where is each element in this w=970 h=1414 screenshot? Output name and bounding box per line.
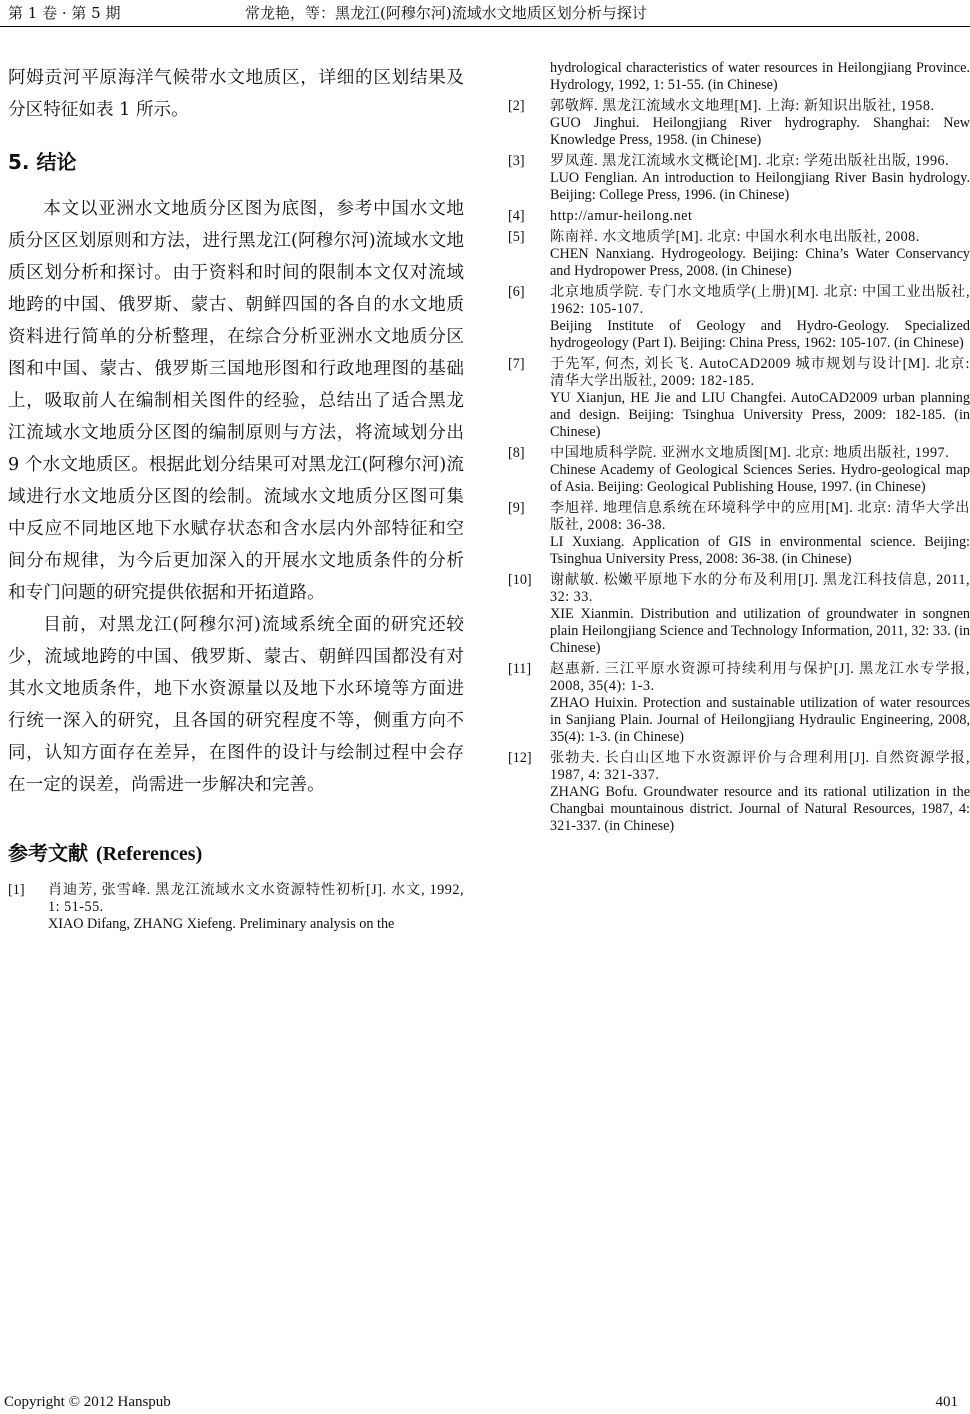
reference-cn: 罗凤莲. 黑龙江流域水文概论[M]. 北京: 学苑出版社出版, 1996.	[550, 153, 950, 169]
page-number: 401	[935, 1394, 958, 1410]
reference-en: XIAO Difang, ZHANG Xiefeng. Preliminary analysis on the	[48, 916, 395, 932]
reference-en: YU Xianjun, HE Jie and LIU Changfei. AutoCAD2009 urban planning and design. Beijing: Tsinghua University Press, 2009: 182-185. (in Chinese)	[550, 390, 970, 440]
reference-en: GUO Jinghui. Heilongjiang River hydrography. Shanghai: New Knowledge Press, 1958. (in Chinese)	[550, 115, 970, 148]
reference-cn: 张勃夫. 长白山区地下水资源评价与合理利用[J]. 自然资源学报, 1987, 4: 321-337.	[550, 750, 970, 783]
reference-item	[508, 572, 970, 657]
reference-item	[508, 750, 970, 835]
left-column	[8, 62, 464, 937]
reference-item	[508, 208, 970, 225]
reference-number: [12]	[508, 750, 532, 766]
reference-cn: 陈南祥. 水文地质学[M]. 北京: 中国水利水电出版社, 2008.	[550, 229, 920, 245]
reference-en-continued: hydrological characteristics of water resources in Heilongjiang Province. Hydrology, 1992, 1: 51-55. (in Chinese)	[550, 60, 970, 93]
reference-item	[508, 356, 970, 441]
reference-item	[508, 153, 970, 204]
reference-item	[508, 445, 970, 496]
reference-cn: 李旭祥. 地理信息系统在环境科学中的应用[M]. 北京: 清华大学出版社, 2008: 36-38.	[550, 500, 970, 533]
reference-number: [8]	[508, 445, 525, 461]
reference-item	[508, 284, 970, 352]
reference-item	[508, 661, 970, 746]
reference-number: [5]	[508, 229, 525, 245]
reference-continuation	[508, 60, 970, 94]
reference-number: [3]	[508, 153, 525, 169]
references-title-en: (References)	[96, 843, 203, 865]
reference-item	[508, 500, 970, 568]
reference-item	[8, 882, 464, 933]
reference-cn: 中国地质科学院. 亚洲水文地质图[M]. 北京: 地质出版社, 1997.	[550, 445, 950, 461]
right-column	[508, 60, 970, 839]
reference-number: [10]	[508, 572, 532, 588]
references-title	[8, 837, 464, 866]
reference-en: ZHAO Huixin. Protection and sustainable utilization of water resources in Sanjiang Plain. Journal of Heilongjiang Hydraulic Engineering, 2008, 35(4): 1-3. (in Chinese)	[550, 695, 970, 745]
reference-en: ZHANG Bofu. Groundwater resource and its rational utilization in the Changbai mountainous district. Journal of Natural Resources, 1987, 4: 321-337. (in Chinese)	[550, 784, 970, 834]
reference-cn: 谢献敏. 松嫩平原地下水的分布及利用[J]. 黑龙江科技信息, 2011, 32: 33.	[550, 572, 970, 605]
running-title: 常龙艳，等：黑龙江(阿穆尔河)流域水文地质区划分析与探讨	[245, 4, 647, 22]
reference-en: CHEN Nanxiang. Hydrogeology. Beijing: China’s Water Conservancy and Hydropower Press, 2008. (in Chinese)	[550, 246, 970, 279]
reference-cn: 赵惠新. 三江平原水资源可持续利用与保护[J]. 黑龙江水专学报, 2008, 35(4): 1-3.	[550, 661, 970, 694]
intro-paragraph: 阿姆贡河平原海洋气候带水文地质区，详细的区划结果及分区特征如表 1 所示。	[8, 68, 464, 120]
reference-cn: 北京地质学院. 专门水文地质学(上册)[M]. 北京: 中国工业出版社, 1962: 105-107.	[550, 284, 970, 317]
reference-number: [4]	[508, 208, 525, 224]
conclusion-paragraph-2: 目前，对黑龙江(阿穆尔河)流域系统全面的研究还较少，流域地跨的中国、俄罗斯、蒙古、朝鲜四国都没有对其水文地质条件，地下水资源量以及地下水环境等方面进行统一深入的研究，且各国的研究程度不等，侧重方向不同，认知方面存在差异，在图件的设计与绘制过程中会存在一定的误差，尚需进一步解决和完善。	[8, 615, 464, 795]
reference-number: [2]	[508, 98, 525, 114]
reference-cn: http://amur-heilong.net	[550, 208, 693, 224]
reference-cn: 郭敬辉. 黑龙江流域水文地理[M]. 上海: 新知识出版社, 1958.	[550, 98, 935, 114]
reference-cn: 肖迪芳, 张雪峰. 黑龙江流域水文水资源特性初析[J]. 水文, 1992, 1: 51-55.	[48, 882, 464, 915]
reference-number: [9]	[508, 500, 525, 516]
reference-number: [1]	[8, 882, 25, 898]
reference-en: LI Xuxiang. Application of GIS in environmental science. Beijing: Tsinghua University Press, 2008: 36-38. (in Chinese)	[550, 534, 970, 567]
reference-list	[508, 98, 970, 835]
running-header	[0, 0, 970, 27]
reference-number: [7]	[508, 356, 525, 372]
issue-label: 第 1 卷 · 第 5 期	[8, 4, 121, 22]
reference-en: Beijing Institute of Geology and Hydro-Geology. Specialized hydrogeology (Part I). Beijing: China Press, 1962: 105-107. (in Chinese)	[550, 318, 970, 351]
reference-number: [11]	[508, 661, 532, 677]
reference-number: [6]	[508, 284, 525, 300]
conclusion-paragraph-1: 本文以亚洲水文地质分区图为底图，参考中国水文地质分区区划原则和方法，进行黑龙江(阿穆尔河)流域水文地质区划分析和探讨。由于资料和时间的限制本文仅对流域地跨的中国、俄罗斯、蒙古、朝鲜四国的各自的水文地质资料进行简单的分析整理，在综合分析亚洲水文地质分区图和中国、蒙古、俄罗斯三国地形图和行政地理图的基础上，吸取前人在编制相关图件的经验，总结出了适合黑龙江流域水文地质分区图的编制原则与方法，将流域划分出 9 个水文地质区。根据此划分结果可对黑龙江(阿穆尔河)流域进行水文地质分区图的绘制。流域水文地质分区图可集中反应不同地区地下水赋存状态和含水层内外部特征和空间分布规律，为今后更加深入的开展水文地质条件的分析和专门问题的研究提供依据和开拓道路。	[8, 199, 464, 603]
reference-en: XIE Xianmin. Distribution and utilization of groundwater in songnen plain Heilongjiang Science and Technology Information, 2011, 32: 33. (in Chinese)	[550, 606, 970, 656]
reference-en: LUO Fenglian. An introduction to Heilongjiang River Basin hydrology. Beijing: College Press, 1996. (in Chinese)	[550, 170, 970, 203]
section-title: 5. 结论	[8, 150, 77, 174]
reference-en: Chinese Academy of Geological Sciences Series. Hydro-geological map of Asia. Beijing: Geological Publishing House, 1997. (in Chinese)	[550, 462, 970, 495]
references-title-cn: 参考文献	[8, 841, 88, 865]
reference-item	[508, 98, 970, 149]
copyright-notice: Copyright © 2012 Hanspub	[4, 1394, 171, 1410]
reference-cn: 于先军, 何杰, 刘长飞. AutoCAD2009 城市规划与设计[M]. 北京: 清华大学出版社, 2009: 182-185.	[550, 356, 970, 389]
reference-item	[508, 229, 970, 280]
